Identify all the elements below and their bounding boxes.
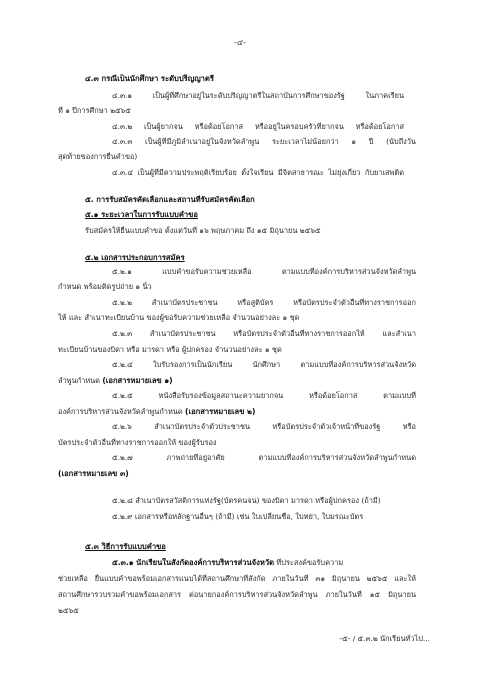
text-line: ๔.๓.๔ เป็นผู้ที่มีความประพฤติเรียบร้อย ตั้งใจเรียน มีจิตสาธารณะ ไม่ยุ่งเกี่ยว กับยาเสพติด xyxy=(112,168,404,177)
text-line: ๔.๓.๒ เป็นผู้ยากจน หรือด้อยโอกาส หรืออยู่ในครอบครัวที่ยากจน หรือด้อยโอกาส xyxy=(112,122,404,131)
text-line: ๕.๒.๘ สำเนาบัตรสวัสดิการแห่งรัฐ(บัตรคนจน) ของบิดา มารดา หรือผู้ปกครอง (ถ้ามี) xyxy=(112,496,381,505)
text-span: ๕.๓.๑ นักเรียนในสังกัดองค์การบริหารส่วนจังหวัด xyxy=(112,558,275,567)
text-line: ให้ และ สำเนาทะเบียนบ้าน ของผู้ขอรับความช่วยเหลือ จำนวนอย่างละ ๑ ชุด xyxy=(58,313,300,322)
text-line: ๕.๒.๑ แบบคำขอรับความช่วยเหลือ ตามแบบที่องค์การบริหารส่วนจังหวัดลำพูน xyxy=(112,267,416,276)
document-ref: (เอกสารหมายเลข ๓) xyxy=(58,469,129,478)
text-span: ที่ประสงค์ขอรับความ xyxy=(274,558,344,567)
text-line: ๕.๒.๒ สำเนาบัตรประชาชน หรือสูติบัตร หรือบัตรประจำตัวอื่นที่ทางราชการออก xyxy=(112,298,416,307)
page-continuation: -๕- / ๕.๓.๒ นักเรียนทั่วไป... xyxy=(339,634,430,643)
section-4-3-heading: ๔.๓ กรณีเป็นนักศึกษา ระดับปริญญาตรี xyxy=(85,74,214,83)
text-line: ๕.๒.๔ ใบรับรองการเป็นนักเรียน นักศึกษา ตามแบบที่องค์การบริหารส่วนจังหวัด xyxy=(112,360,416,369)
section-5-2-heading: ๕.๒ เอกสารประกอบการสมัคร xyxy=(85,253,185,262)
text-line: สถานศึกษารวบรวมคำขอพร้อมเอกสาร ต่อนายกองค์การบริหารส่วนจังหวัดลำพูน ภายในวันที่ ๑๕ มิถุนายน xyxy=(58,590,416,599)
text-line: ๕.๒.๗ ภาพถ่ายที่อยู่อาศัย ตามแบบที่องค์การบริหารส่วนจังหวัดลำพูนกำหนด xyxy=(112,453,416,462)
text-line xyxy=(58,376,358,386)
text-line: ๕.๒.๕ หนังสือรับรองข้อมูลสถานะความยากจน หรือด้อยโอกาส ตามแบบที่ xyxy=(112,391,416,400)
text-line: ๒๕๖๕ xyxy=(58,606,79,615)
text-line: ช่วยเหลือ ยื่นแบบคำขอพร้อมเอกสารแนบได้ที่สถานศึกษาที่สังกัด ภายในวันที่ ๓๑ มิถุนายน ๒๕๖๕ และให้ xyxy=(58,574,416,583)
text-span: ลำพูนกำหนด xyxy=(58,376,103,385)
text-line: ๕.๒.๙ เอกสารหรือหลักฐานอื่นๆ (ถ้ามี) เช่น ใบเปลี่ยนชื่อ, ใบหย่า, ใบมรณะบัตร xyxy=(112,512,364,521)
text-span: องค์การบริหารส่วนจังหวัดลำพูนกำหนด xyxy=(58,407,186,416)
text-line: ๔.๓.๓ เป็นผู้ที่มีภูมิลำเนาอยู่ในจังหวัดลำพูน ระยะเวลาไม่น้อยกว่า ๑ ปี (นับถึงวัน xyxy=(112,137,416,146)
text-line xyxy=(112,558,416,568)
document-ref: (เอกสารหมายเลข ๒) xyxy=(185,407,256,416)
section-5-heading: ๕. การรับสมัครคัดเลือกและสถานที่รับสมัครคัดเลือก xyxy=(85,195,255,204)
text-line: ๔.๓.๑ เป็นผู้ที่ศึกษาอยู่ในระดับปริญญาตรีในสถาบันการศึกษาของรัฐ ในภาคเรียน xyxy=(112,91,404,100)
text-line: ๕.๒.๖ สำเนาบัตรประจำตัวประชาชน หรือบัตรประจำตัวเจ้าหน้าที่ของรัฐ หรือ xyxy=(112,422,416,431)
text-line: ๕.๒.๓ สำเนาบัตรประชาชน หรือบัตรประจำตัวอื่นที่ทางราชการออกให้ และสำเนา xyxy=(112,329,416,338)
section-5-3-heading: ๕.๓ วิธีการรับแบบคำขอ xyxy=(85,542,166,551)
text-line: ที่ ๑ ปีการศึกษา ๒๕๖๕ xyxy=(58,106,131,115)
text-line: ทะเบียนบ้านของบิดา หรือ มารดา หรือ ผู้ปกครอง จำนวนอย่างละ ๑ ชุด xyxy=(58,345,282,354)
document-ref: (เอกสารหมายเลข ๑) xyxy=(102,376,173,385)
text-line: รับสมัครให้ยื่นแบบคำขอ ตั้งแต่วันที่ ๑๖ พฤษภาคม ถึง ๑๕ มิถุนายน ๒๕๖๕ xyxy=(85,226,321,235)
section-5-1-heading: ๕.๑ ระยะเวลาในการรับแบบคำขอ xyxy=(85,210,198,219)
text-line: สุดท้ายของการยื่นคำขอ) xyxy=(58,152,138,161)
text-line xyxy=(58,407,388,417)
text-line: บัตรประจำตัวอื่นที่ทางราชการออกให้ ของผู้รับรอง xyxy=(58,438,217,447)
text-line: กำหนด พร้อมติดรูปถ่าย ๑ นิ้ว xyxy=(58,282,152,291)
page-number: -๔- xyxy=(234,38,246,47)
